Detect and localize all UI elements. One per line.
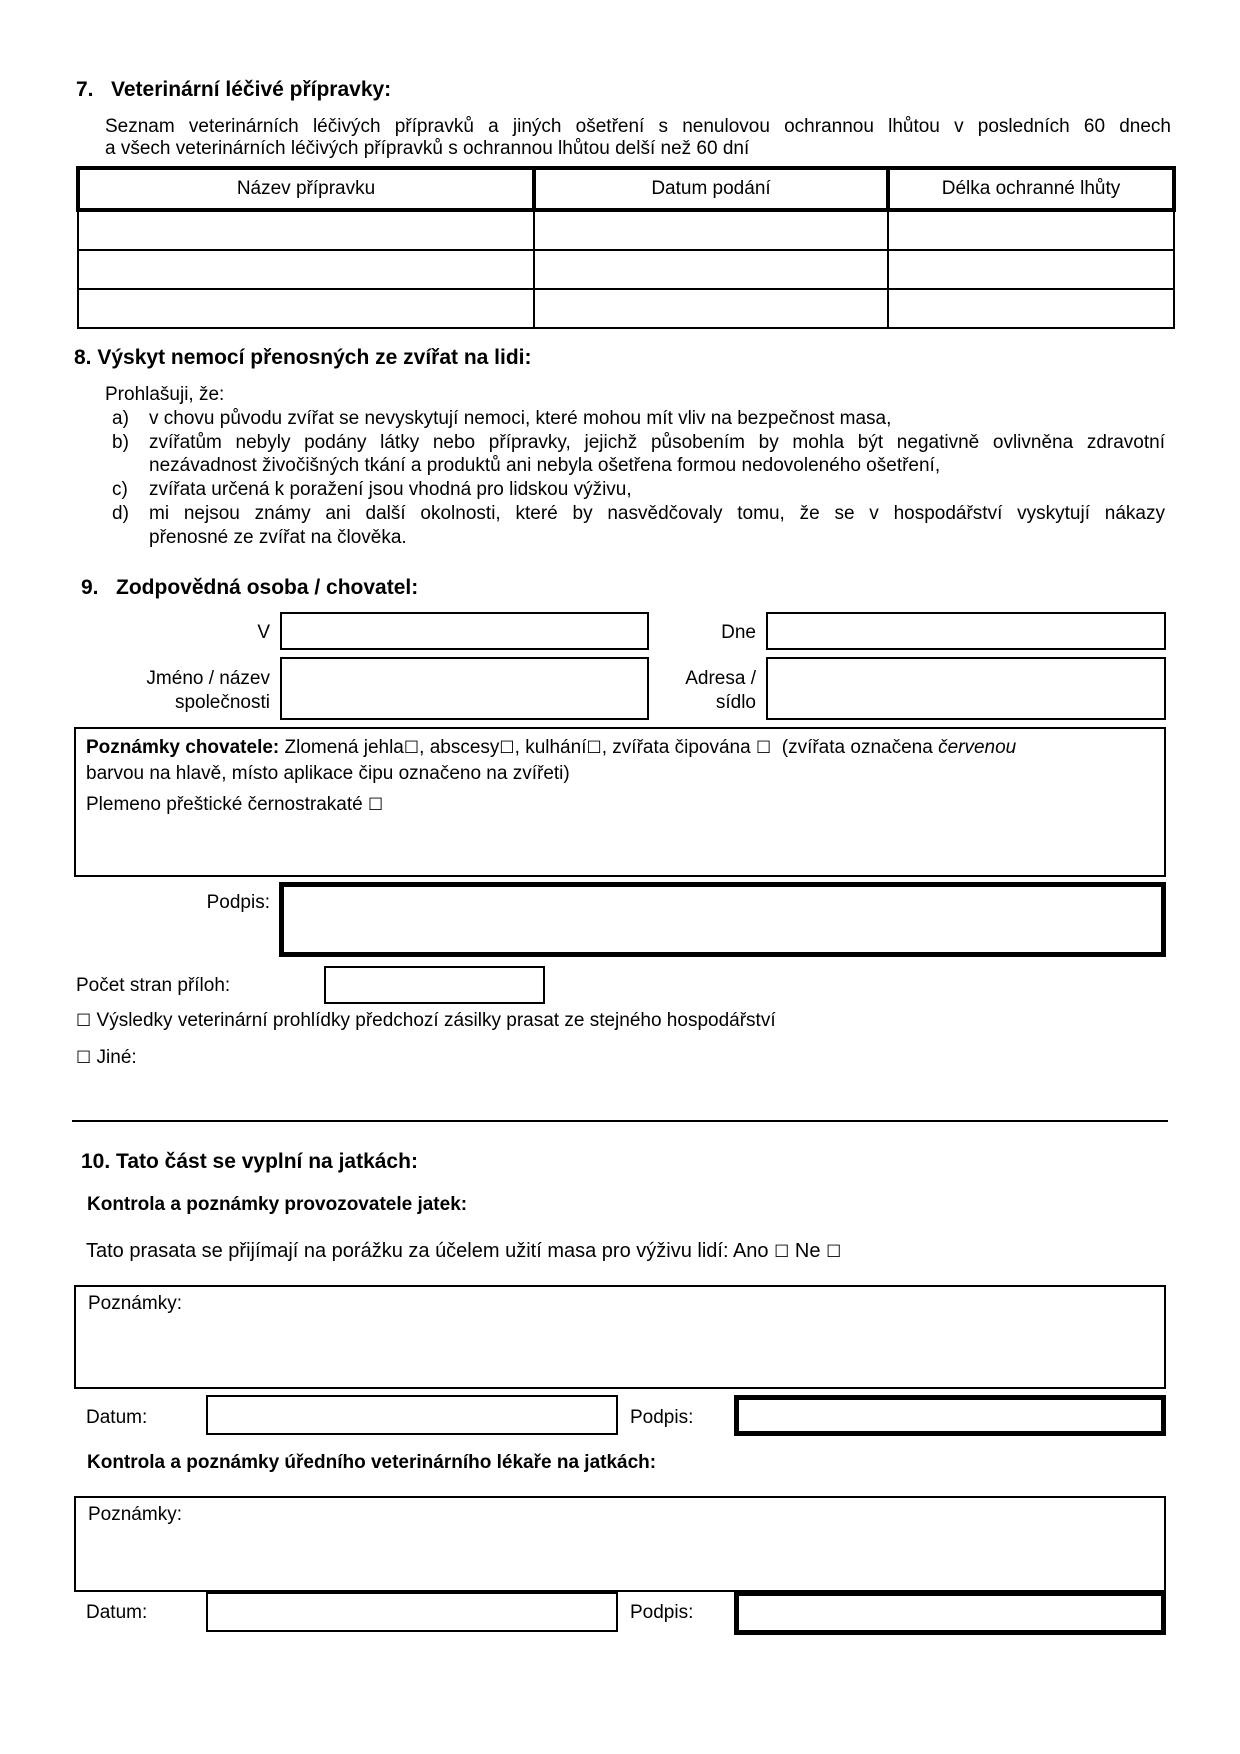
place-field[interactable] — [280, 612, 649, 650]
no-label: Ne — [794, 1240, 821, 1262]
product-name-cell[interactable] — [78, 210, 534, 250]
administration-date-cell[interactable] — [534, 289, 888, 328]
breeder-notes-line1: Poznámky chovatele: Zlomená jehla☐, abscesy☐, kulhání☐, zvířata čipována ☐ (zvířata označena červenou — [86, 737, 1017, 758]
address-label — [650, 667, 756, 715]
section-10-number: 10. — [81, 1150, 111, 1173]
breeder-signature-label: Podpis: — [206, 892, 270, 913]
attachments-field[interactable] — [324, 966, 545, 1004]
section-divider — [72, 1120, 1168, 1122]
other-label: Jiné: — [96, 1047, 137, 1068]
breeder-notes-box — [74, 727, 1166, 877]
table-row — [78, 250, 1174, 289]
table-row — [78, 289, 1174, 328]
breed-label: Plemeno přeštické černostrakaté — [86, 794, 363, 815]
declaration-intro: Prohlašuji, že: — [105, 384, 225, 405]
option-broken-needle-label: Zlomená jehla — [284, 737, 404, 758]
section-10-heading — [81, 1150, 418, 1174]
operator-heading: Kontrola a poznámky provozovatele jatek: — [87, 1194, 468, 1215]
table-row — [78, 210, 1174, 250]
acceptance-text: Tato prasata se přijímají na porážku za účelem užití masa pro výživu lidí: — [86, 1240, 729, 1262]
breed-line — [86, 792, 1154, 818]
name-label-line1: Jméno / název — [146, 668, 270, 689]
declaration-item-a-text: v chovu původu zvířat se nevyskytují nemoci, které mohou mít vliv na bezpečnost masa, — [149, 408, 892, 429]
withdrawal-period-cell[interactable] — [888, 250, 1174, 289]
date-field[interactable] — [766, 612, 1166, 650]
breeder-notes-line2: barvou na hlavě, místo aplikace čipu označeno na zvířeti) — [86, 763, 570, 784]
withdrawal-period-cell[interactable] — [888, 289, 1174, 328]
section-7-description-line1: Seznam veterinárních léčivých přípravků a jiných ošetření s nenulovou ochrannou lhůtou v posledních 60 dnech — [105, 116, 1171, 137]
marking-note-prefix: (zvířata označena — [781, 737, 939, 758]
date-label: Dne — [721, 622, 756, 643]
section-8-title: Výskyt nemocí přenosných ze zvířat na lidi: — [97, 346, 532, 369]
other-checkbox-icon[interactable]: ☐ — [76, 1048, 92, 1068]
declaration-item-d-text-line1: mi nejsou známy ani další okolnosti, které by nasvědčovaly tomu, že se v hospodářství vyskytují nákazy — [149, 503, 1165, 524]
option-chipped-label: zvířata čipována — [612, 737, 751, 758]
other-option — [76, 1047, 137, 1069]
abscesses-checkbox-icon[interactable]: ☐ — [499, 738, 515, 758]
operator-signature-label: Podpis: — [630, 1407, 694, 1428]
section-9-number: 9. — [81, 576, 99, 599]
option-lameness-label: kulhání — [525, 737, 587, 758]
broken-needle-checkbox-icon[interactable]: ☐ — [403, 738, 420, 758]
column-header-product-name: Název přípravku — [78, 168, 534, 210]
operator-signature-field[interactable] — [734, 1395, 1166, 1436]
vet-date-label: Datum: — [86, 1602, 148, 1623]
option-abscesses-label: abscesy — [429, 737, 500, 758]
operator-notes-label: Poznámky: — [88, 1293, 182, 1314]
product-name-cell[interactable] — [78, 289, 534, 328]
no-checkbox-icon[interactable]: ☐ — [826, 1242, 842, 1262]
operator-date-label: Datum: — [86, 1407, 148, 1428]
section-7-description-line2: a všech veterinárních léčivých přípravků s ochrannou lhůtou delší než 60 dní — [105, 138, 750, 159]
previous-inspection-checkbox-icon[interactable]: ☐ — [76, 1011, 92, 1031]
vet-notes-label: Poznámky: — [88, 1504, 182, 1525]
operator-notes-box[interactable] — [74, 1285, 1166, 1389]
marking-note-italic: červenou — [938, 737, 1017, 758]
address-field[interactable] — [766, 657, 1166, 720]
breeder-signature-field[interactable] — [279, 882, 1166, 957]
section-7-number: 7. — [76, 78, 94, 101]
address-label-line1: Adresa / — [685, 668, 756, 689]
previous-inspection-label: Výsledky veterinární prohlídky předchozí zásilky prasat ze stejného hospodářství — [96, 1010, 776, 1031]
operator-date-field[interactable] — [206, 1395, 618, 1435]
name-label — [100, 667, 270, 715]
name-label-line2: společnosti — [174, 692, 270, 713]
administration-date-cell[interactable] — [534, 210, 888, 250]
administration-date-cell[interactable] — [534, 250, 888, 289]
declaration-item-c-marker: c) — [112, 479, 128, 500]
declaration-item-d-text-line2: přenosné ze zvířat na člověka. — [149, 527, 407, 548]
breeder-notes-label: Poznámky chovatele: — [86, 737, 280, 758]
chipped-checkbox-icon[interactable]: ☐ — [755, 738, 772, 758]
section-9-heading — [81, 576, 418, 600]
table-header-row — [78, 168, 1174, 210]
section-8-heading — [74, 346, 532, 370]
section-8-number: 8. — [74, 346, 92, 369]
withdrawal-period-cell[interactable] — [888, 210, 1174, 250]
product-name-cell[interactable] — [78, 250, 534, 289]
attachments-label: Počet stran příloh: — [76, 975, 231, 996]
yes-label: Ano — [732, 1240, 769, 1262]
lameness-checkbox-icon[interactable]: ☐ — [586, 738, 602, 758]
address-label-line2: sídlo — [715, 692, 756, 713]
acceptance-line — [86, 1240, 841, 1263]
section-9-title: Zodpovědná osoba / chovatel: — [116, 576, 419, 599]
place-label: V — [257, 622, 270, 643]
declaration-item-a-marker: a) — [112, 408, 129, 429]
vet-heading: Kontrola a poznámky úředního veterinárního lékaře na jatkách: — [87, 1452, 657, 1473]
name-field[interactable] — [280, 657, 649, 720]
column-header-withdrawal-period: Délka ochranné lhůty — [888, 168, 1174, 210]
yes-checkbox-icon[interactable]: ☐ — [774, 1242, 790, 1262]
declaration-item-d-marker: d) — [112, 503, 129, 524]
section-7-title: Veterinární léčivé přípravky: — [111, 78, 392, 101]
vet-notes-box[interactable] — [74, 1496, 1166, 1592]
medications-table — [76, 166, 1176, 329]
declaration-item-b-text-line2: nezávadnost živočišných tkání a produktů ani nebyla ošetřena formou nedovoleného ošetření, — [149, 455, 941, 476]
breed-checkbox-icon[interactable]: ☐ — [367, 795, 384, 815]
column-header-administration-date: Datum podání — [534, 168, 888, 210]
vet-date-field[interactable] — [206, 1592, 618, 1632]
section-7-heading — [76, 78, 391, 102]
declaration-item-c-text: zvířata určená k poražení jsou vhodná pro lidskou výživu, — [149, 479, 632, 500]
vet-signature-field[interactable] — [734, 1591, 1166, 1635]
vet-signature-label: Podpis: — [630, 1602, 694, 1623]
declaration-item-b-marker: b) — [112, 432, 129, 453]
declaration-item-b-text-line1: zvířatům nebyly podány látky nebo přípravky, jejichž působením by mohla být negativně ovlivněna zdravotní — [149, 432, 1165, 453]
previous-inspection-option — [76, 1010, 776, 1032]
section-10-title: Tato část se vyplní na jatkách: — [116, 1150, 418, 1173]
